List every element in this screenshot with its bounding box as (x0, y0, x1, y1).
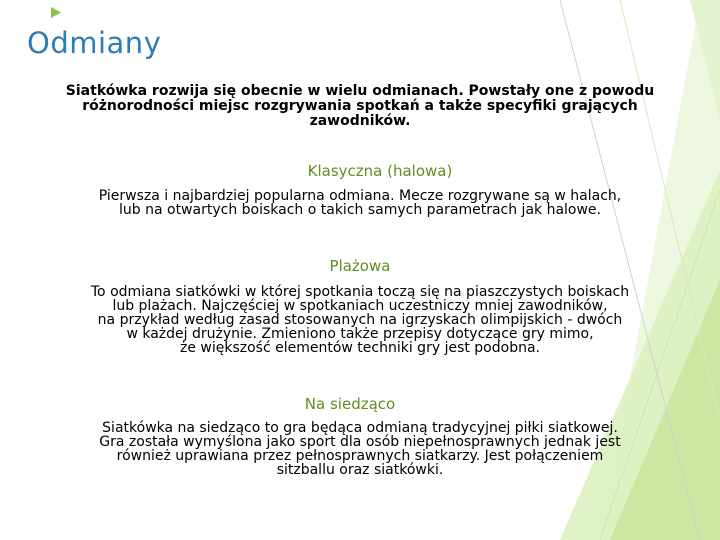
section-heading-na-siedzaco: Na siedząco (304, 395, 396, 413)
section-line: Siatkówka na siedząco to gra będąca odmianą tradycyjnej piłki siatkowej. (102, 420, 618, 436)
section-line: Gra została wymyślona jako sport dla osób niepełnosprawnych jednak jest (99, 434, 621, 450)
section-text-plazowa (0, 285, 720, 355)
intro-line: zawodników. (309, 113, 411, 129)
section-heading-klasyczna: Klasyczna (halowa) (307, 162, 453, 180)
section-text-klasyczna (0, 189, 720, 217)
section-line: w każdej drużynie. Zmieniono także przepisy dotyczące gry mimo, (126, 326, 594, 342)
section-line: lub na otwartych boiskach o takich samych parametrach jak halowe. (119, 202, 601, 218)
section-line: na przykład według zasad stosowanych na igrzyskach olimpijskich - dwóch (97, 312, 623, 328)
green-bullet-icon (49, 6, 62, 19)
section-line: To odmiana siatkówki w której spotkania toczą się na piaszczystych boiskach (90, 284, 630, 300)
section-line: lub plażach. Najczęściej w spotkaniach uczestniczy mniej zawodników, (112, 298, 608, 314)
section-line: Pierwsza i najbardziej popularna odmiana. Mecze rozgrywane są w halach, (98, 188, 622, 204)
intro-line: różnorodności miejsc rozgrywania spotkań a także specyfiki grających (82, 98, 638, 114)
intro-line: Siatkówka rozwija się obecnie w wielu odmianach. Powstały one z powodu (65, 83, 655, 99)
section-heading-plazowa: Plażowa (329, 257, 391, 275)
section-line: sitzballu oraz siatkówki. (276, 462, 444, 478)
intro-paragraph (0, 84, 720, 129)
slide-title: Odmiany (27, 26, 162, 60)
section-text-na-siedzaco (0, 421, 720, 477)
section-line: również uprawiana przez pełnosprawnych siatkarzy. Jest połączeniem (116, 448, 604, 464)
section-line: że większość elementów techniki gry jest podobna. (179, 340, 540, 356)
